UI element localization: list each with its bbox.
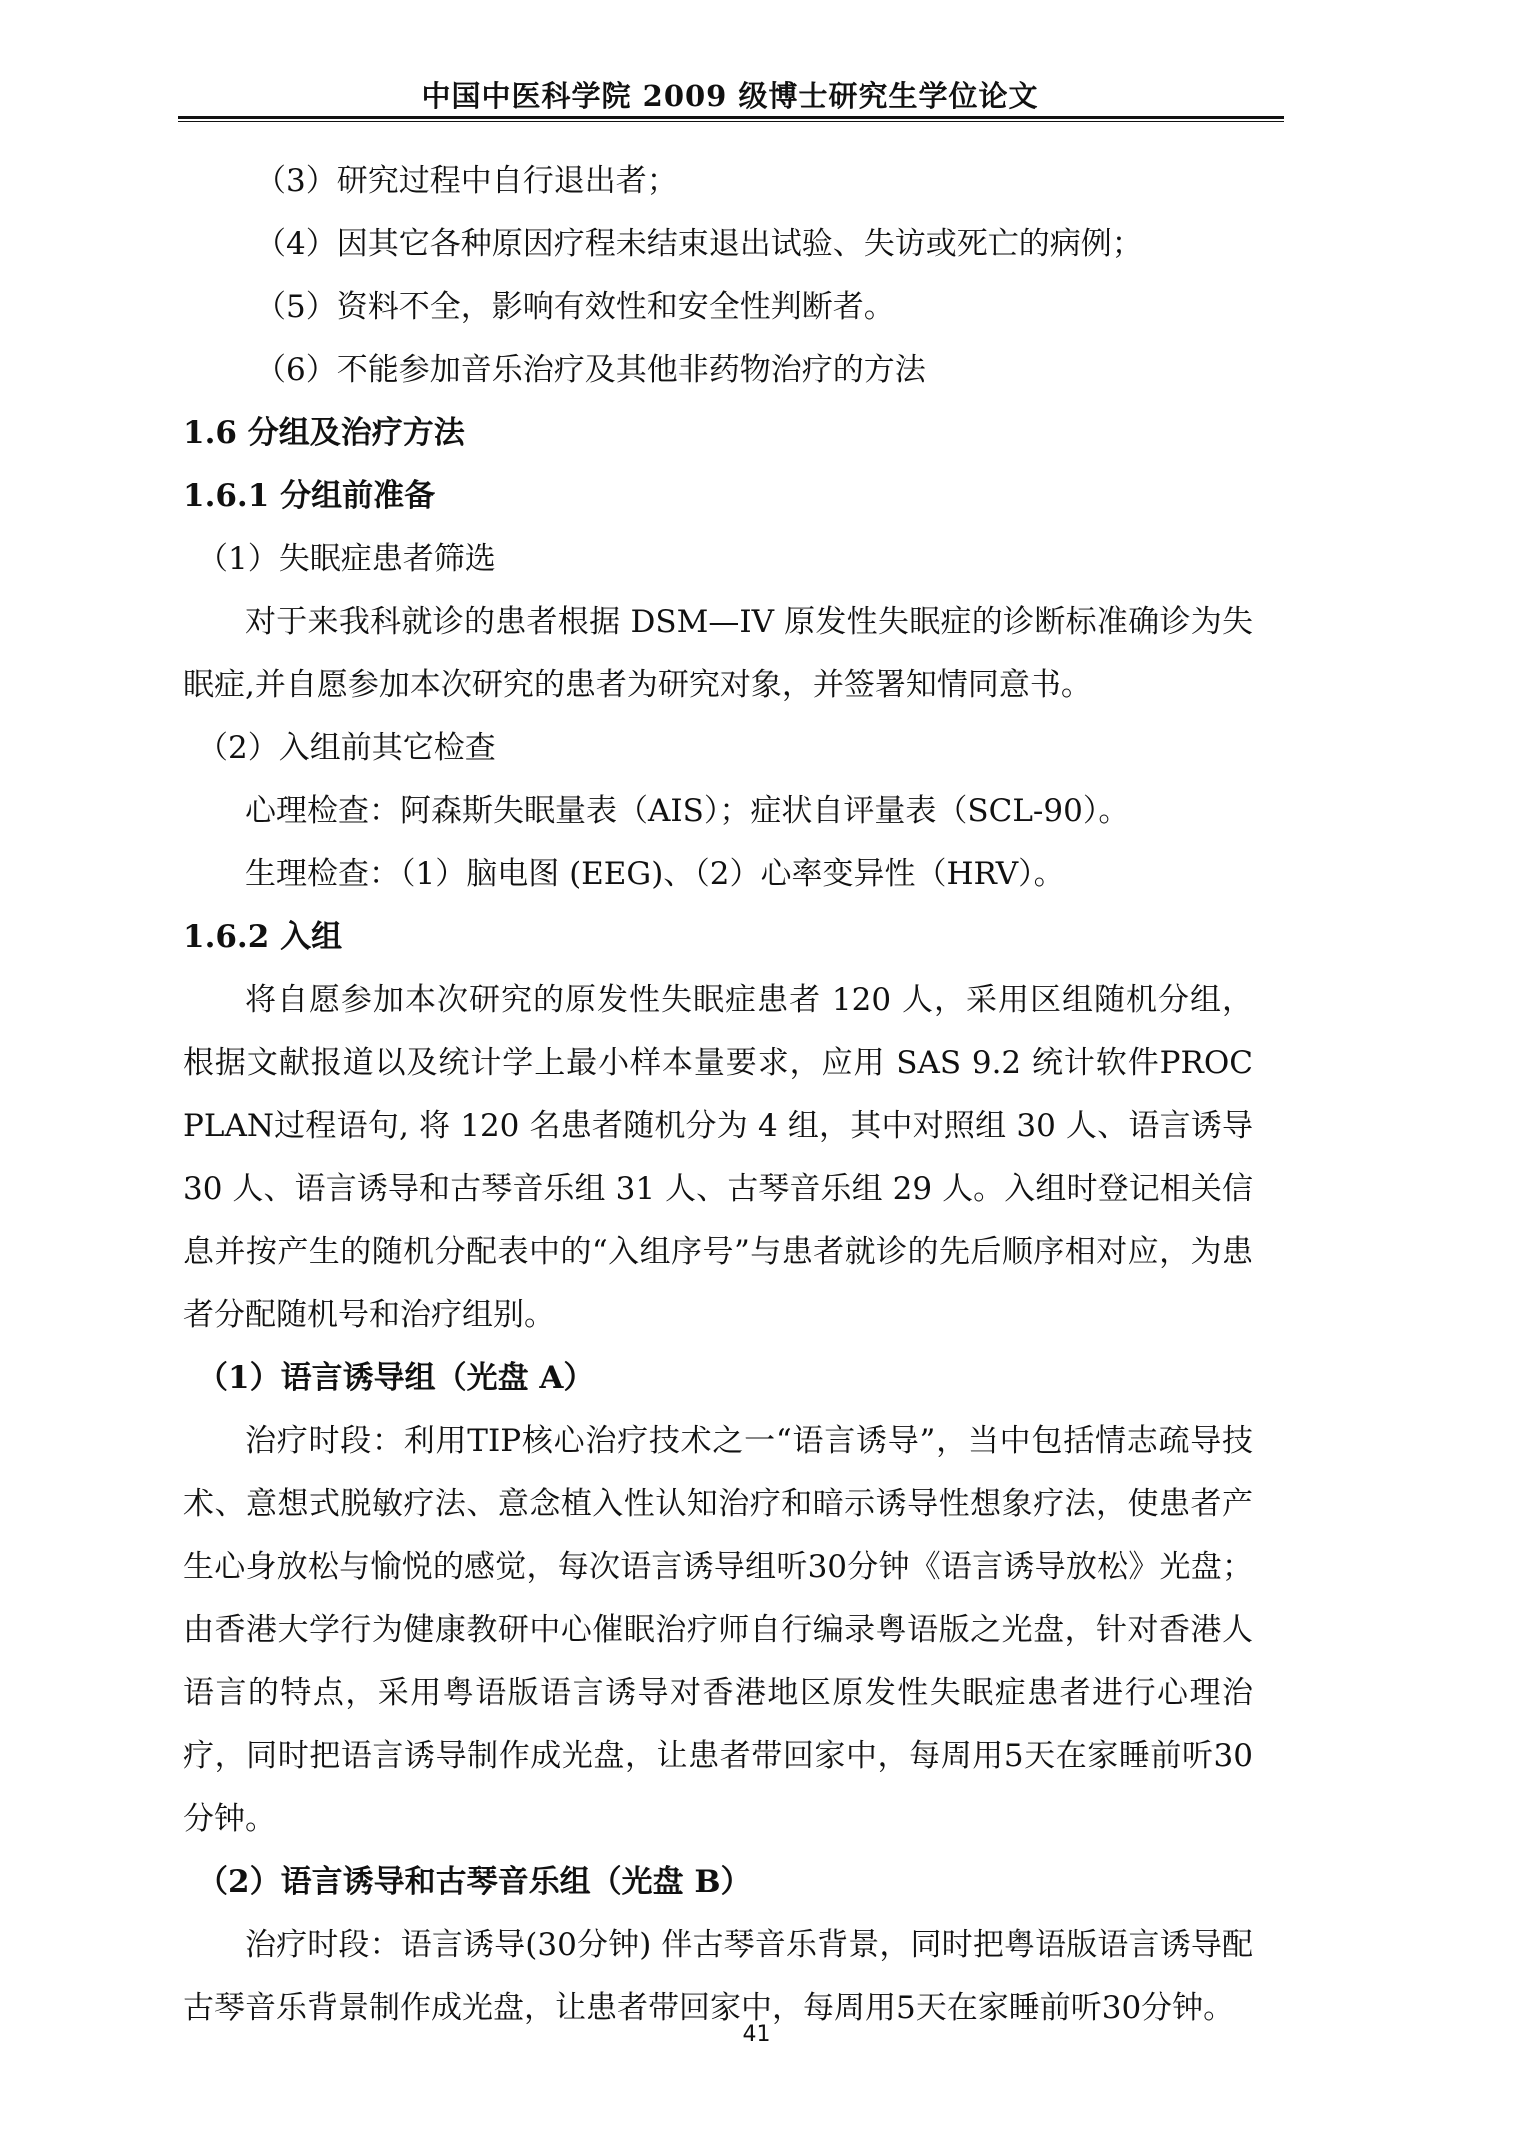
section-heading-1-6: 1.6 分组及治疗方法 bbox=[183, 415, 465, 451]
section-heading-1-6-1: 1.6.1 分组前准备 bbox=[183, 478, 436, 514]
page-number: 41 bbox=[742, 2022, 771, 2047]
header-rule-thin bbox=[178, 121, 1284, 122]
group-a-paragraph: 治疗时段：利用TIP核心治疗技术之一“语言诱导”，当中包括情志疏导技术、意想式脱敏疗法、意念植入性认知治疗和暗示诱导性想象疗法，使患者产生心身放松与愉悦的感觉，每次语言诱导组听30分钟《语言诱导放松》光盘；由香港大学行为健康教研中心催眠治疗师自行编录粤语版之光盘，针对香港人语言的特点，采用粤语版语言诱导对香港地区原发性失眠症患者进行心理治疗，同时把语言诱导制作成光盘，让患者带回家中，每周用5天在家睡前听30分钟。 bbox=[183, 1423, 1253, 1837]
page-body bbox=[183, 150, 1253, 2040]
section-heading-1-6-2: 1.6.2 入组 bbox=[183, 919, 343, 955]
exclusion-item-3: （3）研究过程中自行退出者； bbox=[255, 163, 678, 199]
physio-exam-line: 生理检查：（1）脑电图 (EEG)、（2）心率变异性（HRV）。 bbox=[245, 856, 1065, 892]
group-a-heading: （1）语言诱导组（光盘 A） bbox=[197, 1360, 595, 1396]
group-b-heading: （2）语言诱导和古琴音乐组（光盘 B） bbox=[197, 1864, 752, 1900]
exclusion-item-4: （4）因其它各种原因疗程未结束退出试验、失访或死亡的病例； bbox=[255, 226, 1143, 262]
header-rule-thick bbox=[178, 116, 1284, 119]
subheading-pre-exam: （2）入组前其它检查 bbox=[197, 730, 496, 766]
exclusion-item-5: （5）资料不全，影响有效性和安全性判断者。 bbox=[255, 289, 895, 325]
group-b-paragraph: 治疗时段：语言诱导(30分钟) 伴古琴音乐背景，同时把粤语版语言诱导配古琴音乐背景制作成光盘，让患者带回家中，每周用5天在家睡前听30分钟。 bbox=[183, 1927, 1253, 2026]
enrollment-paragraph: 将自愿参加本次研究的原发性失眠症患者 120 人，采用区组随机分组，根据文献报道以及统计学上最小样本量要求，应用 SAS 9.2 统计软件PROC PLAN过程语句, 将 120 名患者随机分为 4 组，其中对照组 30 人、语言诱导 30 人、语言诱导和古琴音乐组 31 人、古琴音乐组 29 人。入组时登记相关信息并按产生的随机分配表中的“入组序号”与患者就诊的先后顺序相对应，为患者分配随机号和治疗组别。 bbox=[183, 982, 1253, 1333]
running-header: 中国中医科学院 2009 级博士研究生学位论文 bbox=[421, 79, 1039, 113]
exclusion-item-6: （6）不能参加音乐治疗及其他非药物治疗的方法 bbox=[255, 352, 926, 388]
subheading-screening: （1）失眠症患者筛选 bbox=[197, 541, 496, 577]
psych-exam-line: 心理检查：阿森斯失眠量表（AIS）；症状自评量表（SCL-90）。 bbox=[245, 793, 1130, 829]
screening-paragraph: 对于来我科就诊的患者根据 DSM—IV 原发性失眠症的诊断标准确诊为失眠症,并自愿参加本次研究的患者为研究对象，并签署知情同意书。 bbox=[183, 604, 1253, 703]
